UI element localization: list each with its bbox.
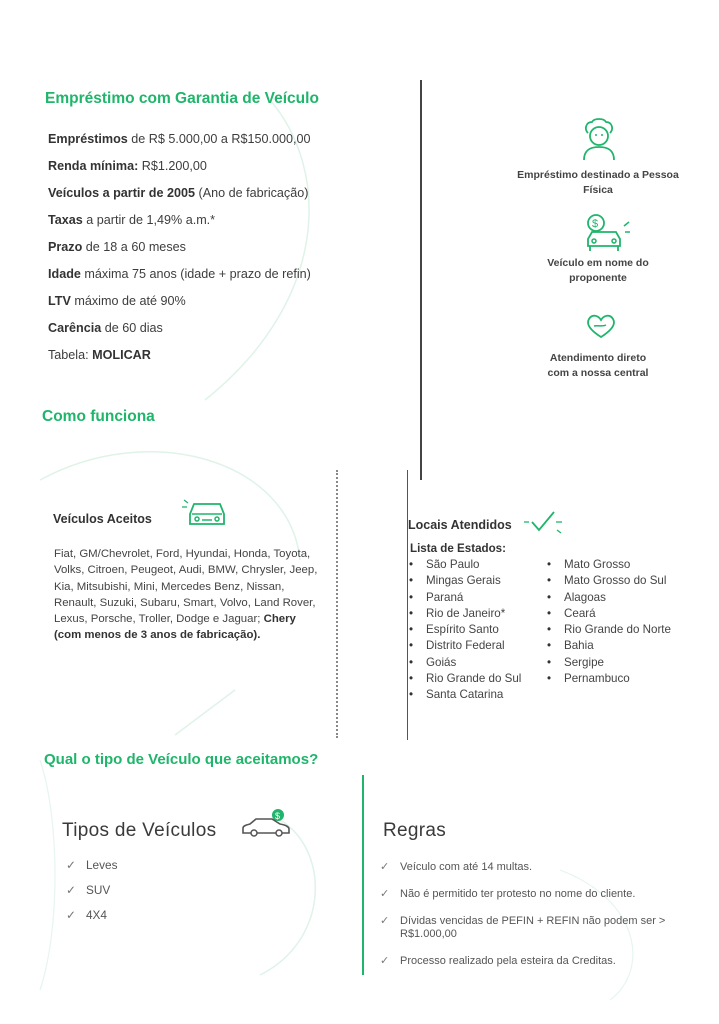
check-icon: ✓ xyxy=(380,861,390,873)
state-item: • Rio de Janeiro* xyxy=(409,606,521,622)
rules-title: Regras xyxy=(383,820,447,841)
vehicle-types-title: Tipos de Veículos xyxy=(62,820,217,841)
loan-term-line: Prazo de 18 a 60 meses xyxy=(48,240,186,254)
locations-title: Locais Atendidos xyxy=(408,518,512,532)
rule-item: ✓ Não é permitido ter protesto no nome do cliente. xyxy=(380,888,636,900)
states-col-2 xyxy=(547,557,671,687)
heart-hand-icon xyxy=(584,312,618,340)
vehicle-type-item: ✓ Leves xyxy=(66,858,118,872)
loan-term-line: Tabela: MOLICAR xyxy=(48,348,151,362)
person-icon xyxy=(580,117,618,161)
check-icon: ✓ xyxy=(380,915,390,927)
divider-bottom xyxy=(362,775,364,975)
checkmark-icon xyxy=(522,508,564,536)
rules-list xyxy=(380,861,690,982)
loan-title: Empréstimo com Garantia de Veículo xyxy=(45,90,319,107)
divider-dotted xyxy=(336,470,338,738)
loan-term-line: Carência de 60 dias xyxy=(48,321,163,335)
state-item: • Ceará xyxy=(547,606,671,622)
state-item: • Santa Catarina xyxy=(409,687,521,703)
states-col-1 xyxy=(409,557,521,704)
feature-1: Empréstimo destinado a Pessoa Física xyxy=(517,169,679,196)
state-item: • Bahia xyxy=(547,638,671,654)
divider-mid xyxy=(407,470,408,740)
state-item: • Pernambuco xyxy=(547,671,671,687)
rule-item: ✓ Veículo com até 14 multas. xyxy=(380,861,533,873)
check-icon: ✓ xyxy=(380,888,390,900)
state-item: • Alagoas xyxy=(547,590,671,606)
check-icon: ✓ xyxy=(66,883,76,897)
state-item: • Goiás xyxy=(409,655,521,671)
feature-3: Atendimento direto com a nossa central xyxy=(547,352,649,379)
loan-term-line: Idade máxima 75 anos (idade + prazo de refin) xyxy=(48,267,311,281)
state-item: • Sergipe xyxy=(547,655,671,671)
state-item: • Paraná xyxy=(409,590,521,606)
check-icon: ✓ xyxy=(66,908,76,922)
vehicle-type-item: ✓ SUV xyxy=(66,883,111,897)
state-item: • Distrito Federal xyxy=(409,638,521,654)
vehicle-brands: Fiat, GM/Chevrolet, Ford, Hyundai, Honda, Toyota, Volks, Citroen, Peugeot, Audi, BMW, Chrysler, Jeep, Kia, Mitsubishi, Mini, Mercedes Benz, Nissan, Renault, Suzuki, Subaru, Smart, Volvo, Land Rover, Lexus, Porsche, Troller, Dodge e Jaguar; Chery (com menos de 3 anos de fabricação). xyxy=(54,548,318,642)
vehicle-type-question: Qual o tipo de Veículo que aceitamos? xyxy=(44,751,319,768)
feature-2: Veículo em nome do proponente xyxy=(547,257,649,284)
vehicle-types-list xyxy=(66,858,117,933)
state-item: • Espírito Santo xyxy=(409,622,521,638)
check-icon: ✓ xyxy=(380,955,390,967)
state-item: • Rio Grande do Sul xyxy=(409,671,521,687)
rule-item: ✓ Processo realizado pela esteira da Creditas. xyxy=(380,955,616,967)
vehicle-type-item: ✓ 4X4 xyxy=(66,908,107,922)
state-item: • Mingas Gerais xyxy=(409,573,521,589)
loan-term-line: Veículos a partir de 2005 (Ano de fabricação) xyxy=(48,186,309,200)
state-item: • São Paulo xyxy=(409,557,521,573)
state-item: • Mato Grosso xyxy=(547,557,671,573)
loan-term-line: Renda mínima: R$1.200,00 xyxy=(48,159,207,173)
check-icon: ✓ xyxy=(66,858,76,872)
loan-term-line: LTV máximo de até 90% xyxy=(48,294,186,308)
how-it-works-title: Como funciona xyxy=(42,408,155,425)
car-money-icon xyxy=(582,212,632,254)
loan-terms xyxy=(48,126,311,369)
state-item: • Mato Grosso do Sul xyxy=(547,573,671,589)
loan-term-line: Taxas a partir de 1,49% a.m.* xyxy=(48,213,216,227)
state-item: • Rio Grande do Norte xyxy=(547,622,671,638)
locations-subtitle: Lista de Estados: xyxy=(410,542,506,555)
rule-item: ✓ Dívidas vencidas de PEFIN + REFIN não podem ser > R$1.000,00 xyxy=(380,915,666,940)
svg-text:$: $ xyxy=(275,811,281,821)
vehicles-accepted-title: Veículos Aceitos xyxy=(53,512,152,526)
divider-top xyxy=(420,80,422,480)
loan-term-line: Empréstimos de R$ 5.000,00 a R$150.000,00 xyxy=(48,132,311,146)
car-money-icon xyxy=(240,807,292,839)
svg-text:$: $ xyxy=(592,218,599,230)
car-icon xyxy=(182,494,232,530)
